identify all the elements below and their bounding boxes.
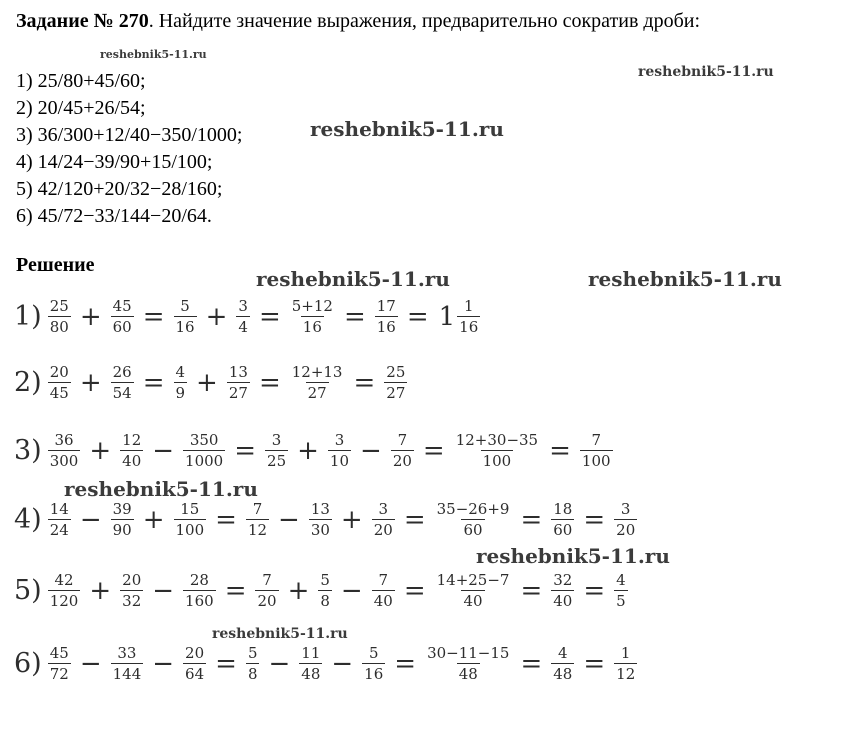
numerator: 15 (180, 500, 200, 518)
operator: = (406, 301, 429, 332)
numerator: 4 (616, 571, 626, 589)
numerator: 3 (620, 500, 631, 518)
denominator: 27 (307, 384, 327, 402)
operator: = (422, 435, 445, 466)
denominator: 64 (185, 665, 205, 683)
numerator: 5 (180, 297, 190, 315)
operator: − (79, 504, 102, 535)
numerator: 45 (112, 297, 132, 315)
denominator: 16 (376, 318, 396, 336)
fraction (299, 644, 322, 683)
fraction (551, 500, 574, 539)
operator: = (549, 435, 571, 466)
operator: + (79, 367, 102, 398)
operator: = (234, 435, 257, 466)
denominator: 5 (616, 592, 626, 610)
numerator: 1 (463, 297, 474, 315)
solution-row-5 (14, 571, 630, 610)
operator: = (583, 504, 606, 535)
operator: = (520, 575, 543, 606)
numerator: 18 (553, 500, 573, 518)
watermark: reshebnik5-11.ru (310, 117, 504, 141)
denominator: 10 (329, 452, 350, 470)
fraction (425, 644, 511, 683)
operator: − (340, 575, 363, 606)
denominator: 48 (458, 665, 478, 683)
fraction (48, 500, 71, 539)
operator: = (520, 648, 543, 679)
fraction (111, 297, 134, 336)
numerator: 45 (49, 644, 69, 662)
fraction (48, 297, 71, 336)
operator: + (142, 504, 165, 535)
denominator: 16 (302, 318, 322, 336)
numerator: 36 (54, 431, 74, 449)
numerator: 25 (49, 297, 69, 315)
solution-number: 6) (14, 648, 42, 679)
operator: − (268, 648, 291, 679)
operator: + (89, 435, 112, 466)
solution-number: 1) (14, 301, 42, 332)
operator: + (196, 367, 218, 398)
denominator: 100 (482, 452, 512, 470)
fraction (120, 431, 143, 470)
numerator: 3 (378, 500, 389, 518)
denominator: 160 (185, 592, 214, 610)
operator: = (258, 367, 281, 398)
denominator: 1000 (185, 452, 224, 470)
solution-row-6 (14, 644, 639, 683)
fraction (174, 297, 197, 336)
numerator: 17 (376, 297, 396, 315)
fraction (384, 363, 407, 402)
operator: = (520, 504, 543, 535)
fraction (111, 500, 134, 539)
operator: = (258, 301, 281, 332)
solution-number: 2) (14, 367, 42, 398)
fraction (246, 500, 269, 539)
denominator: 30 (310, 521, 330, 539)
denominator: 60 (553, 521, 573, 539)
numerator: 32 (553, 571, 573, 589)
numerator: 42 (54, 571, 74, 589)
solution-row-1 (14, 297, 482, 336)
task-item-6: 6) 45/72−33/144−20/64. (16, 205, 212, 227)
operator: + (79, 301, 102, 332)
operator: = (343, 301, 366, 332)
numerator: 39 (112, 500, 132, 518)
numerator: 11 (301, 644, 321, 662)
fraction (246, 644, 260, 683)
numerator: 12 (122, 431, 142, 449)
fraction (183, 431, 225, 470)
fraction (265, 431, 288, 470)
numerator: 30−11−15 (427, 644, 510, 662)
operator: = (403, 575, 426, 606)
numerator: 20 (122, 571, 142, 589)
operator: − (152, 435, 175, 466)
denominator: 16 (175, 318, 195, 336)
fraction (236, 297, 250, 336)
operator: − (278, 504, 300, 535)
numerator: 5 (320, 571, 330, 589)
task-statement (16, 8, 852, 35)
task-title: Задание № 270 (16, 10, 149, 32)
task-item-2: 2) 20/45+26/54; (16, 97, 146, 119)
task-item-4: 4) 14/24−39/90+15/100; (16, 151, 213, 173)
numerator: 4 (175, 363, 186, 381)
fraction (48, 431, 81, 470)
solution-row-4 (14, 500, 639, 539)
denominator: 16 (364, 665, 384, 683)
watermark: reshebnik5-11.ru (256, 267, 450, 291)
denominator: 60 (463, 521, 483, 539)
fraction (372, 571, 395, 610)
numerator: 28 (189, 571, 209, 589)
numerator: 25 (386, 363, 406, 381)
fraction (174, 363, 188, 402)
numerator: 35−26+9 (436, 500, 510, 518)
denominator: 45 (49, 384, 69, 402)
solution-number: 5) (14, 575, 42, 606)
operator: = (394, 648, 417, 679)
denominator: 144 (112, 665, 142, 683)
watermark: reshebnik5-11.ru (64, 477, 258, 501)
numerator: 33 (117, 644, 137, 662)
numerator: 5 (368, 644, 379, 662)
denominator: 24 (49, 521, 69, 539)
operator: = (215, 648, 237, 679)
operator: = (583, 575, 606, 606)
denominator: 40 (463, 592, 483, 610)
numerator: 20 (185, 644, 205, 662)
solution-number: 3) (14, 435, 42, 466)
numerator: 350 (189, 431, 219, 449)
numerator: 7 (378, 571, 389, 589)
denominator: 40 (553, 592, 573, 610)
fraction (48, 363, 71, 402)
task-item-5: 5) 42/120+20/32−28/160; (16, 178, 223, 200)
denominator: 60 (112, 318, 132, 336)
numerator: 7 (591, 431, 601, 449)
fraction (551, 571, 574, 610)
fraction (48, 571, 81, 610)
operator: + (297, 435, 319, 466)
fraction (111, 644, 144, 683)
operator: = (142, 367, 165, 398)
operator: = (583, 648, 606, 679)
watermark: reshebnik5-11.ru (212, 626, 348, 642)
numerator: 20 (49, 363, 69, 381)
denominator: 27 (228, 384, 248, 402)
numerator: 26 (112, 363, 132, 381)
task-item-3: 3) 36/300+12/40−350/1000; (16, 124, 243, 146)
denominator: 16 (459, 318, 479, 336)
denominator: 40 (122, 452, 142, 470)
fraction (111, 363, 134, 402)
denominator: 4 (238, 318, 248, 336)
fraction (174, 500, 207, 539)
denominator: 9 (175, 384, 186, 402)
fraction (48, 644, 71, 683)
denominator: 8 (247, 665, 258, 683)
operator: − (152, 575, 175, 606)
denominator: 12 (616, 665, 636, 683)
task-item-1: 1) 25/80+45/60; (16, 70, 146, 92)
numerator: 7 (252, 500, 263, 518)
operator: = (403, 504, 426, 535)
numerator: 3 (334, 431, 345, 449)
numerator: 12+30−35 (455, 431, 539, 449)
fraction (614, 644, 637, 683)
fraction (290, 363, 345, 402)
fraction (457, 297, 480, 336)
denominator: 48 (301, 665, 321, 683)
denominator: 100 (175, 521, 205, 539)
denominator: 54 (112, 384, 132, 402)
denominator: 20 (616, 521, 636, 539)
fraction (454, 431, 540, 470)
solution-row-2 (14, 363, 409, 402)
operator: + (205, 301, 228, 332)
numerator: 7 (397, 431, 408, 449)
numerator: 14+25−7 (436, 571, 510, 589)
denominator: 100 (581, 452, 611, 470)
numerator: 5+12 (291, 297, 333, 315)
denominator: 32 (122, 592, 142, 610)
fraction (120, 571, 143, 610)
fraction (372, 500, 395, 539)
fraction (255, 571, 278, 610)
watermark: reshebnik5-11.ru (588, 267, 782, 291)
fraction (391, 431, 414, 470)
task-text: . Найдите значение выражения, предварительно сократив дроби: (148, 10, 701, 32)
fraction (290, 297, 335, 336)
numerator: 1 (620, 644, 631, 662)
fraction (435, 571, 512, 610)
operator: + (287, 575, 310, 606)
fraction (614, 571, 628, 610)
denominator: 20 (392, 452, 412, 470)
denominator: 72 (49, 665, 69, 683)
watermark: reshebnik5-11.ru (638, 64, 774, 80)
operator: = (142, 301, 165, 332)
fraction (183, 571, 216, 610)
denominator: 20 (373, 521, 393, 539)
watermark: reshebnik5-11.ru (476, 544, 670, 568)
operator: = (353, 367, 376, 398)
fraction (551, 644, 574, 683)
denominator: 90 (112, 521, 132, 539)
operator: − (331, 648, 354, 679)
numerator: 13 (228, 363, 248, 381)
denominator: 80 (49, 318, 69, 336)
solution-number: 4) (14, 504, 42, 535)
fraction (614, 500, 637, 539)
fraction (328, 431, 351, 470)
denominator: 27 (386, 384, 406, 402)
numerator: 7 (262, 571, 272, 589)
fraction (435, 500, 512, 539)
fraction (362, 644, 385, 683)
numerator: 13 (310, 500, 330, 518)
numerator: 3 (238, 297, 248, 315)
denominator: 25 (267, 452, 287, 470)
numerator: 4 (558, 644, 568, 662)
operator: − (152, 648, 175, 679)
operator: + (89, 575, 112, 606)
fraction (375, 297, 398, 336)
fraction (183, 644, 206, 683)
denominator: 12 (247, 521, 268, 539)
denominator: 8 (320, 592, 330, 610)
operator: + (340, 504, 363, 535)
fraction (227, 363, 250, 402)
operator: − (79, 648, 102, 679)
operator: − (360, 435, 382, 466)
fraction (580, 431, 613, 470)
denominator: 120 (49, 592, 79, 610)
fraction (309, 500, 332, 539)
numerator: 14 (49, 500, 69, 518)
denominator: 20 (257, 592, 277, 610)
operator: = (215, 504, 237, 535)
denominator: 300 (49, 452, 79, 470)
solution-row-3 (14, 431, 615, 470)
whole-part: 1 (438, 301, 456, 332)
numerator: 12+13 (291, 363, 343, 381)
watermark: reshebnik5-11.ru (100, 48, 207, 61)
denominator: 40 (373, 592, 393, 610)
fraction (318, 571, 332, 610)
denominator: 48 (553, 665, 573, 683)
numerator: 5 (247, 644, 258, 662)
numerator: 3 (271, 431, 282, 449)
operator: = (224, 575, 247, 606)
solution-heading: Решение (16, 254, 95, 276)
